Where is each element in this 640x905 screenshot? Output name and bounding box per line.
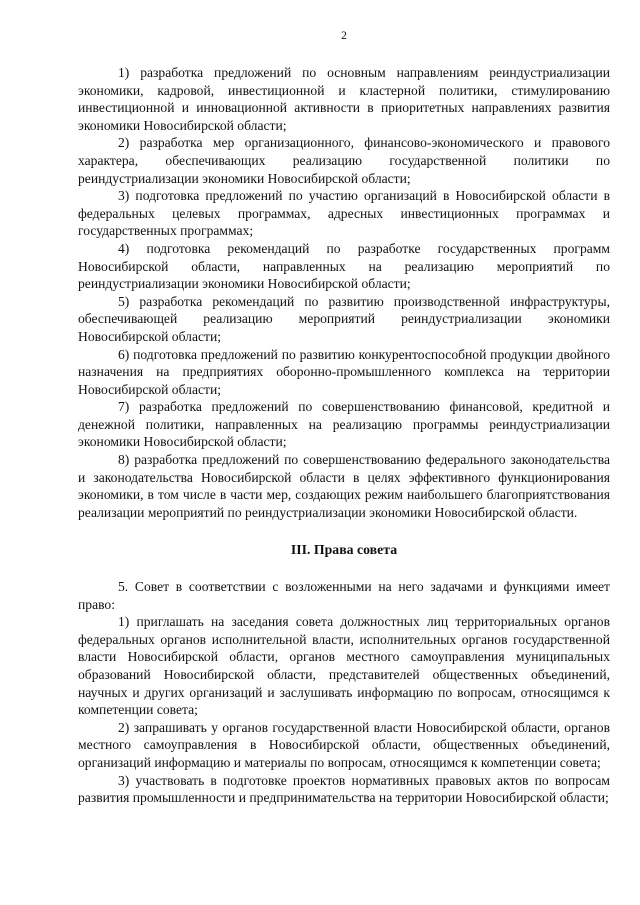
page-number: 2 bbox=[341, 30, 347, 42]
list-item: 2) запрашивать у органов государственной власти Новосибирской области, органов местного самоуправления в Новосибирской области, общественных объединений, организаций информацию и материалы по вопросам, относящимся к компетенции совета; bbox=[78, 719, 610, 770]
section-heading: III. Права совета bbox=[290, 542, 398, 558]
list-item: 5) разработка рекомендаций по развитию производственной инфраструктуры, обеспечивающей реализацию мероприятий реиндустриализации экономики Новосибирской области; bbox=[78, 293, 610, 344]
intro-paragraph: 5. Совет в соответствии с возложенными на него задачами и функциями имеет право: bbox=[78, 579, 610, 612]
list-item: 2) разработка мер организационного, финансово-экономического и правового характера, обеспечивающих реализацию государственной политики по реиндустриализации экономики Новосибирской области; bbox=[78, 135, 610, 186]
list-item: 3) подготовка предложений по участию организаций в Новосибирской области в федеральных целевых программах, адресных инвестиционных программах и государственных программах; bbox=[78, 188, 610, 239]
list-item: 1) разработка предложений по основным направлениям реиндустриализации экономики, кадровой, инвестиционной и кластерной политики, стимулированию инвестиционной и инновационной активности в приоритетных направлениях развития экономики Новосибирской области; bbox=[78, 65, 610, 133]
list-item: 8) разработка предложений по совершенствованию федерального законодательства и законодательства Новосибирской области в целях эффективного функционирования экономики, в том числе в части мер, создающих режим наибольшего благоприятствования реализации мероприятий по реиндустриализации экономики Новосибирской области. bbox=[78, 452, 610, 520]
functions-list bbox=[78, 64, 610, 521]
list-item: 6) подготовка предложений по развитию конкурентоспособной продукции двойного назначения на предприятиях оборонно-промышленного комплекса на территории Новосибирской области; bbox=[78, 346, 610, 397]
list-item: 7) разработка предложений по совершенствованию финансовой, кредитной и денежной политики, направленных на реализацию программы реиндустриализации экономики Новосибирской области; bbox=[78, 399, 610, 450]
list-item: 1) приглашать на заседания совета должностных лиц территориальных органов федеральных органов исполнительной власти, исполнительных органов государственной власти Новосибирской области, органов местного самоуправления муниципальных образований Новосибирской области, представителей общественных объединений, научных и других организаций и заслушивать информацию по вопросам, относящимся к компетенции совета; bbox=[78, 614, 610, 718]
list-item: 4) подготовка рекомендаций по разработке государственных программ Новосибирской области, направленных на реализацию мероприятий по реиндустриализации экономики Новосибирской области; bbox=[78, 240, 610, 292]
rights-list bbox=[78, 613, 610, 807]
list-item: 3) участвовать в подготовке проектов нормативных правовых актов по вопросам развития промышленности и предпринимательства на территории Новосибирской области; bbox=[78, 772, 610, 806]
